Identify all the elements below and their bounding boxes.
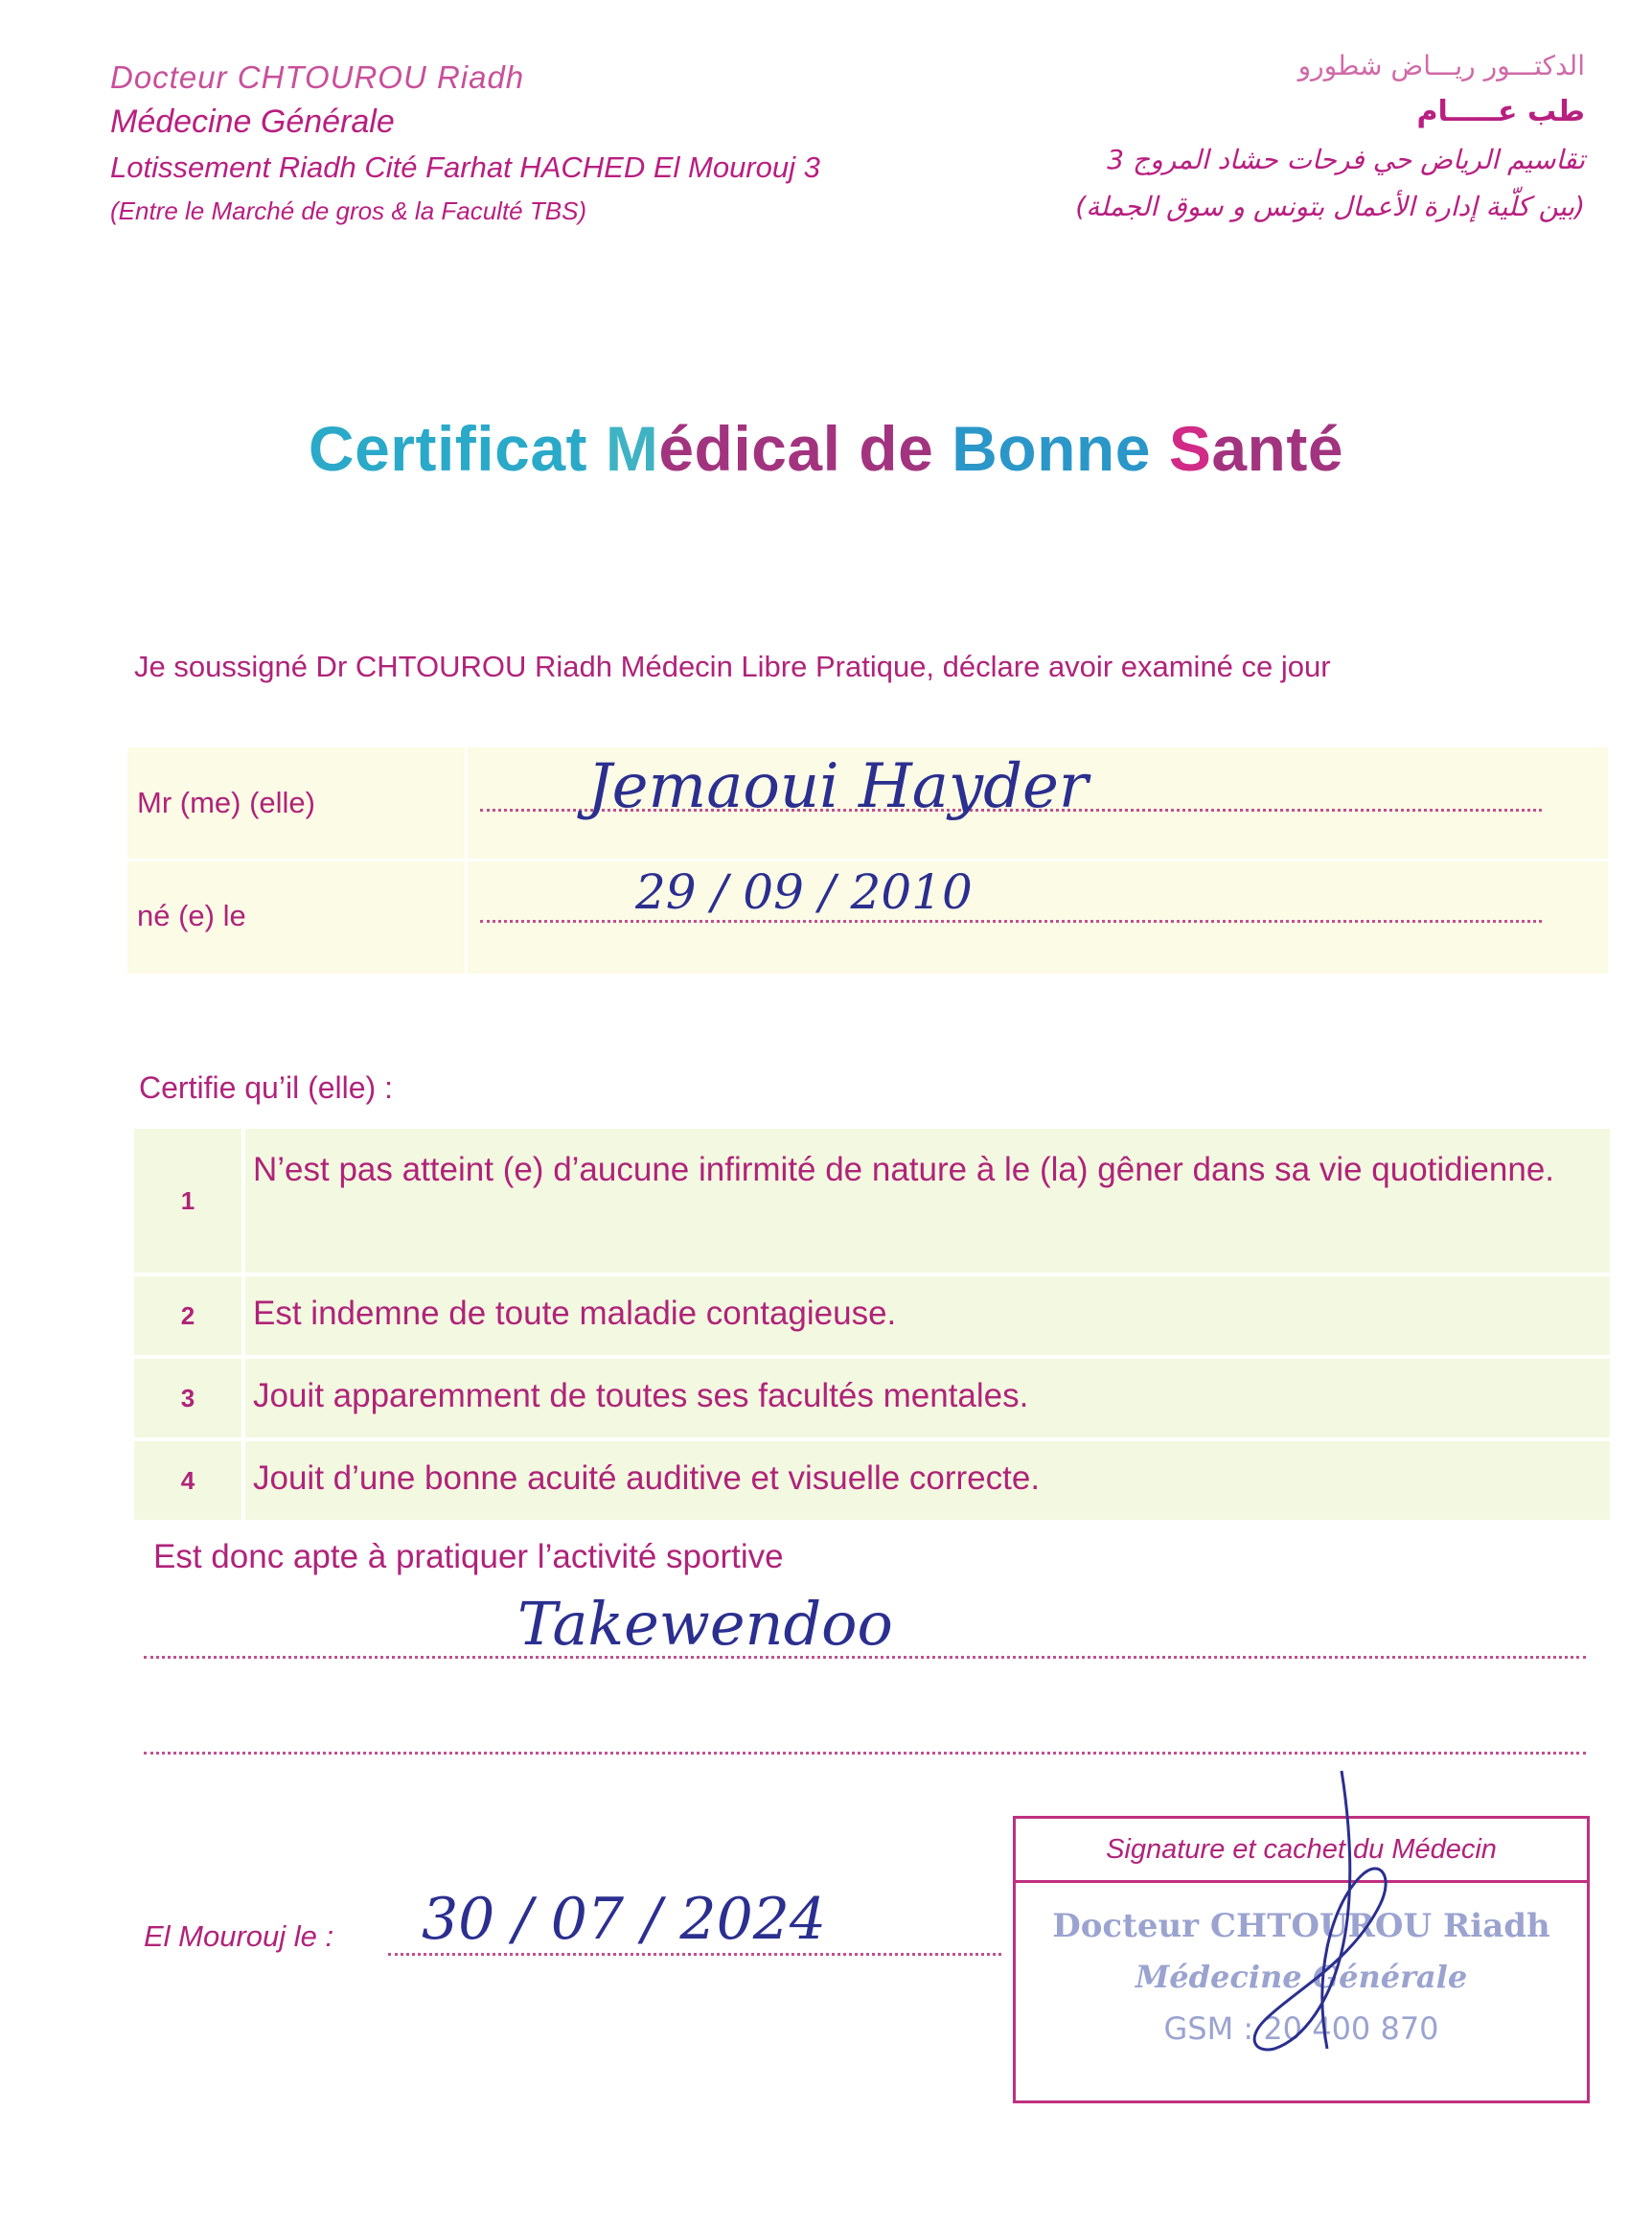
item-number: 2 bbox=[134, 1276, 245, 1355]
doctor-address-arabic: تقاسيم الرياض حي فرحات حشاد المروج 3 bbox=[1107, 144, 1585, 175]
title-word-sante: anté bbox=[1211, 413, 1344, 484]
handwritten-signature bbox=[1236, 1761, 1399, 2077]
signature-box bbox=[1013, 1816, 1590, 2103]
stamp-phone: GSM : 20 400 870 bbox=[1163, 2010, 1439, 2047]
aptitude-text: Est donc apte à pratiquer l’activité sportive bbox=[153, 1538, 784, 1575]
stamp-doctor-name: Docteur CHTOUROU Riadh bbox=[1052, 1907, 1550, 1945]
doctor-address-note: (Entre le Marché de gros & la Faculté TBS) bbox=[110, 196, 587, 225]
place-label: El Mourouj le : bbox=[144, 1919, 334, 1953]
declaration-text: Je soussigné Dr CHTOUROU Riadh Médecin Libre Pratique, déclare avoir examiné ce jour bbox=[134, 650, 1331, 683]
doctor-header-arabic bbox=[1075, 50, 1585, 222]
title-word-certificat: Certificat bbox=[308, 413, 587, 484]
list-item bbox=[134, 1276, 1610, 1359]
birth-date-handwritten: 29 / 09 / 2010 bbox=[635, 864, 973, 920]
item-number: 3 bbox=[134, 1359, 245, 1437]
activity-handwritten: Takewendoo bbox=[517, 1589, 893, 1659]
title-letter-m: M bbox=[605, 413, 659, 484]
doctor-address: Lotissement Riadh Cité Farhat HACHED El Mourouj 3 bbox=[110, 150, 820, 184]
name-label: Mr (me) (elle) bbox=[137, 786, 315, 819]
doctor-name-arabic: الدكتـــور ريـــاض شطورو bbox=[1297, 50, 1585, 81]
item-text: Jouit apparemment de toutes ses facultés mentales. bbox=[253, 1377, 1029, 1414]
item-number: 1 bbox=[134, 1129, 245, 1273]
doctor-specialty-arabic: طب عـــــام bbox=[1416, 95, 1585, 128]
birth-dotted-line bbox=[480, 920, 1542, 923]
list-item bbox=[134, 1441, 1610, 1524]
certification-list bbox=[134, 1129, 1610, 1524]
signature-header: Signature et cachet du Médecin bbox=[1016, 1819, 1587, 1883]
doctor-specialty: Médecine Générale bbox=[110, 103, 395, 140]
activity-dotted-line bbox=[144, 1752, 1586, 1755]
stamp-specialty: Médecine Générale bbox=[1135, 1959, 1468, 1995]
item-text: Est indemne de toute maladie contagieuse. bbox=[253, 1295, 897, 1332]
title-letter-s: S bbox=[1168, 413, 1212, 484]
list-item bbox=[134, 1129, 1610, 1276]
item-number: 4 bbox=[134, 1441, 245, 1520]
table-divider bbox=[127, 859, 1608, 861]
doctor-name: Docteur CHTOUROU Riadh bbox=[110, 59, 525, 95]
date-dotted-line bbox=[388, 1953, 1001, 1956]
item-text: N’est pas atteint (e) d’aucune infirmité de nature à le (la) gêner dans sa vie quotidienne. bbox=[253, 1151, 1555, 1188]
doctor-address-note-arabic: (بين كلّية إدارة الأعمال بتونس و سوق الجملة) bbox=[1075, 191, 1585, 222]
document-title bbox=[0, 412, 1652, 485]
date-handwritten: 30 / 07 / 2024 bbox=[422, 1886, 827, 1953]
item-text: Jouit d’une bonne acuité auditive et visuelle correcte. bbox=[253, 1459, 1041, 1497]
patient-name-handwritten: Jemaoui Hayder bbox=[587, 751, 1089, 822]
birth-label: né (e) le bbox=[137, 899, 246, 932]
certifie-label: Certifie qu’il (elle) : bbox=[139, 1070, 393, 1105]
activity-dotted-line bbox=[144, 1656, 1586, 1659]
title-word-medical: édical de bbox=[658, 413, 934, 484]
doctor-header-french bbox=[110, 59, 820, 226]
patient-info-table bbox=[127, 747, 1608, 974]
title-word-bonne: Bonne bbox=[952, 413, 1151, 484]
list-item bbox=[134, 1359, 1610, 1441]
